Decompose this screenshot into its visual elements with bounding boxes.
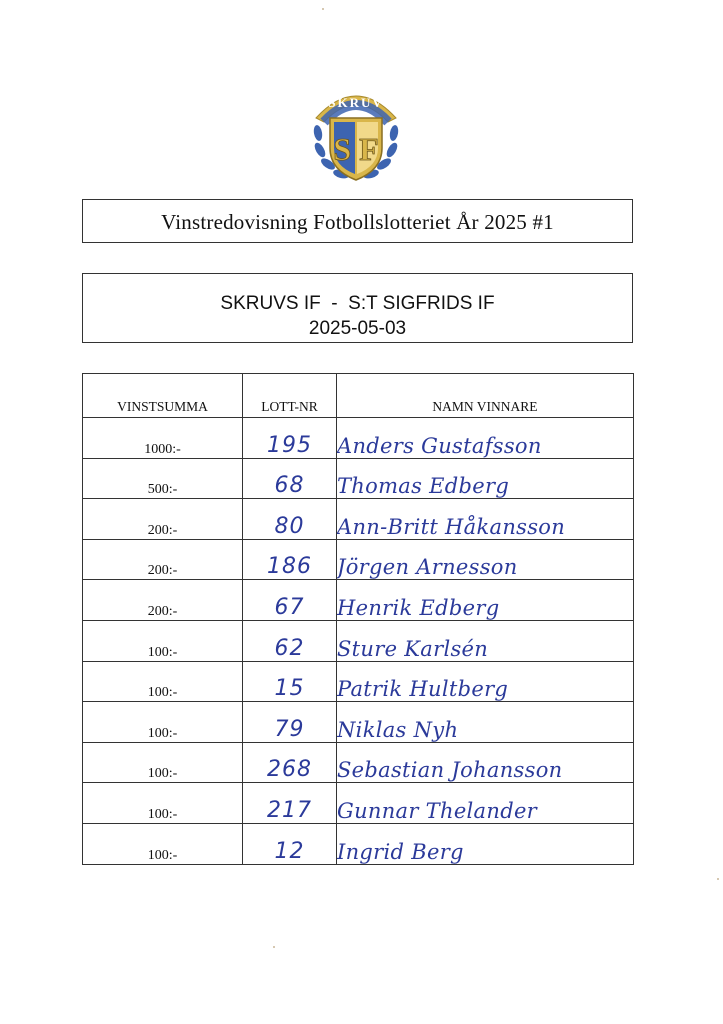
ticket-number: 195 [243,418,337,459]
prize-amount: 100:- [83,620,243,661]
prize-amount: 100:- [83,823,243,864]
ticket-number: 15 [243,661,337,702]
ticket-number: 62 [243,620,337,661]
page-title: Vinstredovisning Fotbollslotteriet År 2025 #1 [161,210,554,234]
ticket-number: 67 [243,580,337,621]
prize-amount: 100:- [83,661,243,702]
table-row [83,783,634,824]
title-box [82,199,633,243]
table-row [83,418,634,459]
prize-amount: 200:- [83,580,243,621]
winners-table-body [83,418,634,865]
table-row [83,539,634,580]
winner-name: Henrik Edberg [337,580,634,621]
prize-amount: 100:- [83,742,243,783]
winner-name: Ingrid Berg [337,823,634,864]
winner-name: Sebastian Johansson [337,742,634,783]
table-row [83,823,634,864]
logo-text: SKRUV [328,95,384,110]
winner-name: Anders Gustafsson [337,418,634,459]
table-row [83,661,634,702]
table-row [83,702,634,743]
table-row [83,458,634,499]
prize-amount: 500:- [83,458,243,499]
winner-name: Sture Karlsén [337,620,634,661]
prize-amount: 200:- [83,499,243,540]
ticket-number: 186 [243,539,337,580]
ticket-number: 80 [243,499,337,540]
club-logo [306,78,406,188]
logo-monogram: S F [333,131,379,167]
match-date: 2025-05-03 [308,318,407,339]
prize-amount: 100:- [83,783,243,824]
winner-name: Niklas Nyh [337,702,634,743]
scan-speck [273,946,275,948]
scan-speck [322,8,324,10]
match-box [82,273,633,343]
winner-name: Thomas Edberg [337,458,634,499]
prize-amount: 200:- [83,539,243,580]
header-lott-nr: LOTT-NR [243,374,337,418]
ticket-number: 268 [243,742,337,783]
ticket-number: 79 [243,702,337,743]
header-vinstsumma: VINSTSUMMA [83,374,243,418]
table-row [83,499,634,540]
ticket-number: 68 [243,458,337,499]
table-header-row [83,374,634,418]
ticket-number: 217 [243,783,337,824]
header-namn-vinnare: NAMN VINNARE [337,374,634,418]
scan-speck [717,878,719,880]
prize-amount: 100:- [83,702,243,743]
winner-name: Patrik Hultberg [337,661,634,702]
table-row [83,742,634,783]
ticket-number: 12 [243,823,337,864]
table-row [83,620,634,661]
winner-name: Gunnar Thelander [337,783,634,824]
prize-amount: 1000:- [83,418,243,459]
winner-name: Jörgen Arnesson [337,539,634,580]
match-teams: SKRUVS IF - S:T SIGFRIDS IF [220,293,495,314]
winners-table [82,373,634,865]
table-row [83,580,634,621]
winner-name: Ann-Britt Håkansson [337,499,634,540]
